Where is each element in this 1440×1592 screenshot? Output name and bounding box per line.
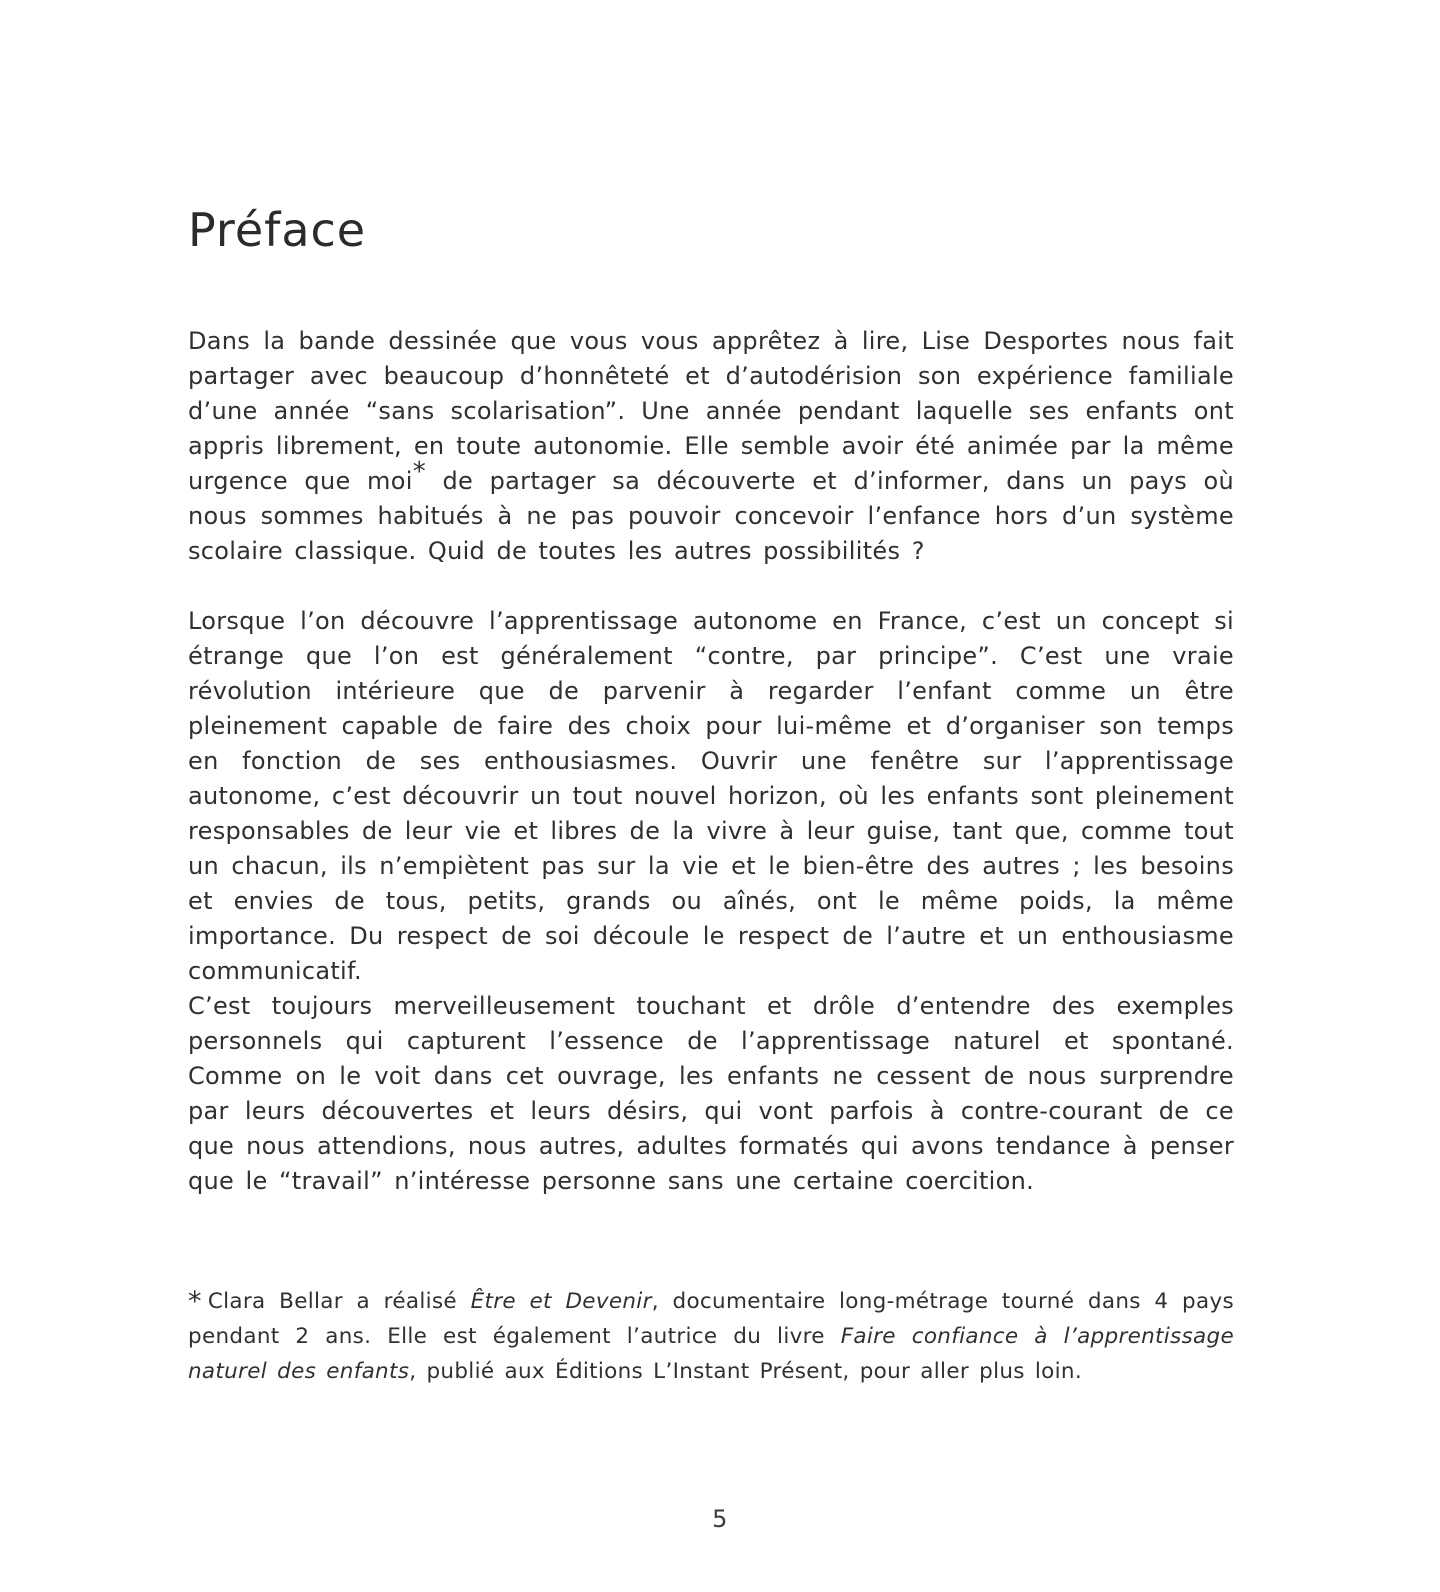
page-title: Préface	[188, 202, 367, 257]
footnote-text-3: , publié aux Éditions L’Instant Présent, pour aller plus loin.	[409, 1358, 1082, 1384]
preface-paragraph-1	[188, 324, 1234, 569]
footnote-text-2: , documentaire long-métrage tourné dans 4 pays pendant 2 ans. Elle est également l’autrice du livre	[188, 1288, 1234, 1349]
footnote-work-title-2: Faire confiance à l’apprentissage naturel des enfants	[188, 1323, 1234, 1384]
footnote	[188, 1284, 1234, 1389]
preface-paragraph-3: C’est toujours merveilleusement touchant et drôle d’entendre des exemples personnels qui capturent l’essence de l’apprentissage naturel et spontané. Comme on le voit dans cet ouvrage, les enfants ne cessent de nous surprendre par leurs découvertes et leurs désirs, qui vont parfois à contre-courant de ce que nous attendions, nous autres, adultes formatés qui avons tendance à penser que le “travail” n’intéresse personne sans une certaine coercition.	[188, 992, 1234, 1195]
footnote-text-1: Clara Bellar a réalisé	[207, 1288, 471, 1314]
paragraph-1-text-before-footnote-mark: Dans la bande dessinée que vous vous apprêtez à lire, Lise Desportes nous fait partager avec beaucoup d’honnêteté et d’autodérision son expérience familiale d’une année “sans scolarisation”. Une année pendant laquelle ses enfants ont appris librement, en toute autonomie. Elle semble avoir été animée par la même urgence que moi	[188, 327, 1234, 495]
paragraph-1-text-after-footnote-mark: de partager sa découverte et d’informer, dans un pays où nous sommes habitués à ne pas pouvoir concevoir l’enfance hors d’un système scolaire classique. Quid de toutes les autres possibilités ?	[188, 467, 1234, 565]
preface-paragraph-2: Lorsque l’on découvre l’apprentissage autonome en France, c’est un concept si étrange que l’on est généralement “contre, par principe”. C’est une vraie révolution intérieure que de parvenir à regarder l’enfant comme un être pleinement capable de faire des choix pour lui-même et d’organiser son temps en fonction de ses enthousiasmes. Ouvrir une fenêtre sur l’apprentissage autonome, c’est découvrir un tout nouvel horizon, où les enfants sont pleinement responsables de leur vie et libres de la vivre à leur guise, tant que, comme tout un chacun, ils n’empiètent pas sur la vie et le bien-être des autres ; les besoins et envies de tous, petits, grands ou aînés, ont le même poids, la même importance. Du respect de soi découle le respect de l’autre et un enthousiasme communicatif.	[188, 607, 1234, 985]
page-number: 5	[712, 1505, 728, 1533]
footnote-marker-asterisk: *	[188, 1285, 202, 1317]
footnote-work-title-1: Être et Devenir	[470, 1288, 652, 1314]
footnote-reference-asterisk: *	[412, 457, 426, 487]
